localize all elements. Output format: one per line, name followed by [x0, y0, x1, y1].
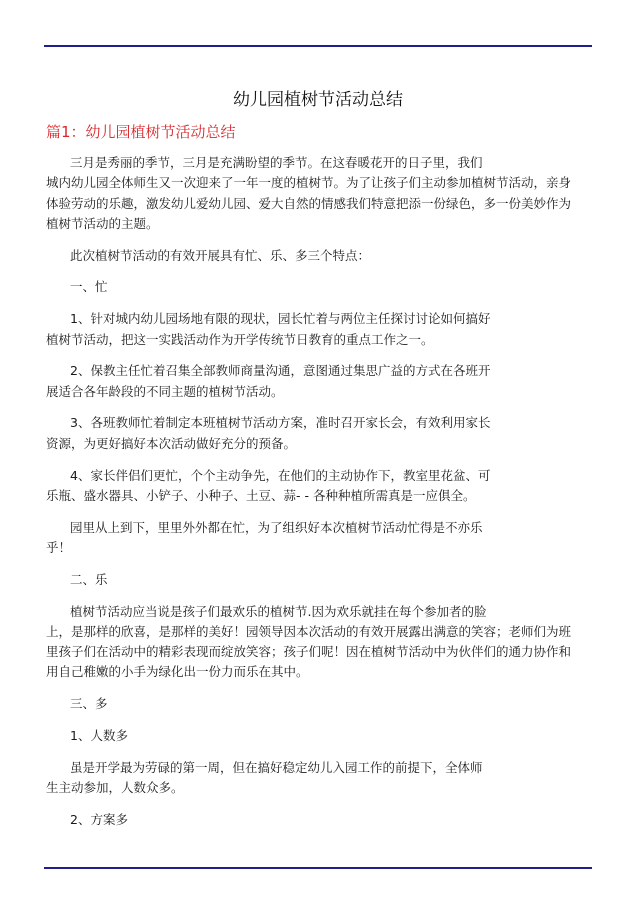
paragraph-line: 1、人数多: [70, 728, 128, 744]
paragraph-line: 植树节活动，把这一实践活动作为开学传统节日教育的重点工作之一。: [46, 331, 434, 347]
paragraph-line: 1、针对城内幼儿园场地有限的现状，园长忙着与两位主任探讨讨论如何搞好: [70, 311, 491, 327]
paragraph: [46, 246, 566, 266]
paragraph-line: 三、多: [70, 696, 108, 712]
paragraph-line: 4、家长伴侣们更忙，个个主动争先，在他们的主动协作下，教室里花盆、可: [70, 467, 491, 483]
paragraph-line: 三月是秀丽的季节，三月是充满盼望的季节。在这春暖花开的日子里，我们: [70, 155, 483, 170]
paragraph: [46, 726, 566, 746]
paragraph-line: 一、忙: [70, 279, 108, 295]
paragraph: [46, 694, 566, 714]
paragraph: [46, 758, 566, 799]
paragraph-line: 虽是开学最为劳碌的第一周，但在搞好稳定幼儿入园工作的前提下，全体师: [70, 759, 483, 775]
paragraph: [46, 810, 566, 830]
paragraph-line: 资源，为更好搞好本次活动做好充分的预备。: [46, 435, 297, 451]
paragraph-line: 上，是那样的欣喜，是那样的美好！园领导因本次活动的有效开展露出满意的笑容；老师们为班: [46, 623, 572, 639]
paragraph-line: 城内幼儿园全体师生又一次迎来了一年一度的植树节。为了让孩子们主动参加植树节活动，亲身: [46, 175, 572, 191]
paragraph-line: 生主动参加，人数众多。: [46, 780, 184, 796]
paragraph-line: 植树节活动的主题。: [46, 215, 159, 231]
paragraph: [46, 153, 572, 234]
paragraph-line: 园里从上到下，里里外外都在忙，为了组织好本次植树节活动忙得是不亦乐: [70, 519, 483, 535]
paragraph-line: 2、保教主任忙着召集全部教师商量沟通，意图通过集思广益的方式在各班开: [70, 363, 491, 379]
paragraph-line: 二、乐: [70, 571, 108, 587]
paragraph: [46, 309, 566, 350]
document-body: [46, 153, 572, 842]
paragraph-line: 里孩子们在活动中的精彩表现而绽放笑容；孩子们呢！因在植树节活动中为伙伴们的通力协作和: [46, 644, 572, 660]
paragraph-line: 用自己稚嫩的小手为绿化出一份力而乐在其中。: [46, 664, 309, 680]
paragraph-line: 乐瓶、盛水器具、小铲子、小种子、土豆、蒜- - 各种种植所需真是一应俱全。: [46, 487, 476, 503]
footer-rule: [44, 867, 592, 869]
paragraph-line: 此次植树节活动的有效开展具有忙、乐、多三个特点：: [70, 247, 371, 263]
paragraph: [46, 413, 566, 454]
section-heading: 篇1：幼儿园植树节活动总结: [46, 123, 236, 141]
paragraph-line: 展适合各年龄段的不同主题的植树节活动。: [46, 383, 284, 399]
paragraph: [46, 518, 566, 559]
paragraph: [46, 277, 566, 297]
paragraph: [46, 570, 566, 590]
header-rule: [44, 45, 592, 47]
paragraph: [46, 466, 566, 507]
paragraph-line: 2、方案多: [70, 811, 128, 827]
paragraph-line: 乎！: [46, 539, 72, 555]
paragraph-line: 体验劳动的乐趣，激发幼儿爱幼儿园、爱大自然的情感我们特意把添一份绿色，多一份美妙作为: [46, 195, 572, 211]
paragraph-line: 植树节活动应当说是孩子们最欢乐的植树节.因为欢乐就挂在每个参加者的脸: [70, 603, 487, 619]
document-title: 幼儿园植树节活动总结: [233, 90, 403, 110]
paragraph: [46, 602, 572, 683]
paragraph: [46, 361, 566, 402]
paragraph-line: 3、各班教师忙着制定本班植树节活动方案，准时召开家长会，有效利用家长: [70, 415, 491, 431]
